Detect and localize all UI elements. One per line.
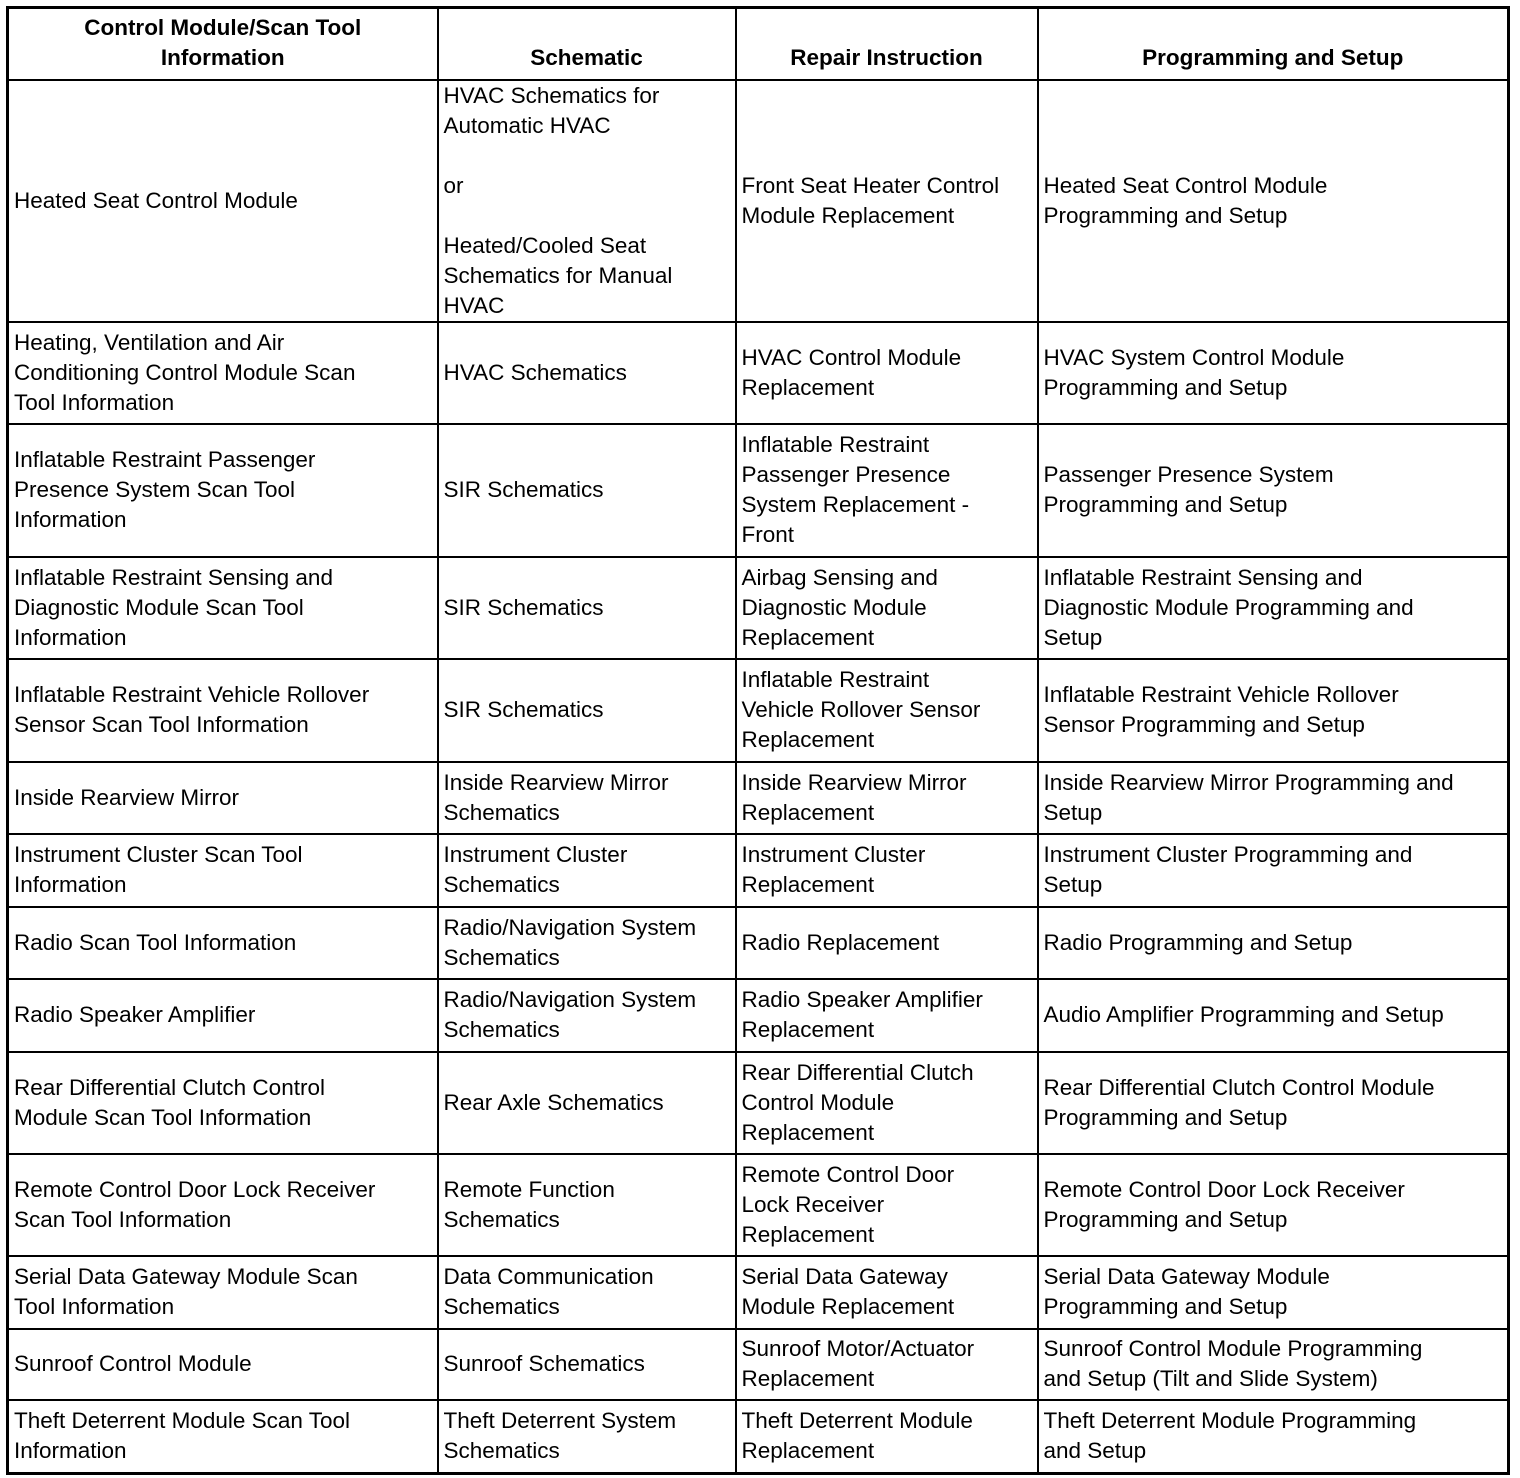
table-row — [8, 424, 1509, 557]
schematic-cell: SIR Schematics — [438, 424, 736, 557]
repair-cell: Serial Data Gateway Module Replacement — [736, 1256, 1038, 1329]
programming-cell: Rear Differential Clutch Control Module Programming and Setup — [1038, 1052, 1509, 1154]
schematic-cell: SIR Schematics — [438, 557, 736, 659]
module-cell: Remote Control Door Lock Receiver Scan Tool Information — [8, 1154, 438, 1256]
repair-cell: Rear Differential Clutch Control Module Replacement — [736, 1052, 1038, 1154]
module-cell: Inflatable Restraint Vehicle Rollover Sensor Scan Tool Information — [8, 659, 438, 762]
repair-cell: Instrument Cluster Replacement — [736, 834, 1038, 907]
module-cell: Heating, Ventilation and Air Conditioning Control Module Scan Tool Information — [8, 322, 438, 424]
module-cell: Inside Rearview Mirror — [8, 762, 438, 834]
table-row — [8, 659, 1509, 762]
repair-cell: Inflatable Restraint Passenger Presence System Replacement - Front — [736, 424, 1038, 557]
programming-cell: Heated Seat Control Module Programming and Setup — [1038, 80, 1509, 322]
header-repair-instruction: Repair Instruction — [736, 8, 1038, 80]
module-cell: Inflatable Restraint Sensing and Diagnostic Module Scan Tool Information — [8, 557, 438, 659]
programming-cell: Inside Rearview Mirror Programming and Setup — [1038, 762, 1509, 834]
schematic-cell: Rear Axle Schematics — [438, 1052, 736, 1154]
table-row — [8, 322, 1509, 424]
module-cell: Heated Seat Control Module — [8, 80, 438, 322]
programming-cell: Sunroof Control Module Programming and Setup (Tilt and Slide System) — [1038, 1329, 1509, 1400]
module-cell: Theft Deterrent Module Scan Tool Information — [8, 1400, 438, 1474]
programming-cell: Theft Deterrent Module Programming and Setup — [1038, 1400, 1509, 1474]
table-row — [8, 762, 1509, 834]
programming-cell: Inflatable Restraint Vehicle Rollover Sensor Programming and Setup — [1038, 659, 1509, 762]
schematic-cell: Radio/Navigation System Schematics — [438, 979, 736, 1052]
schematic-cell: Radio/Navigation System Schematics — [438, 907, 736, 979]
header-schematic: Schematic — [438, 8, 736, 80]
module-info-table — [6, 6, 1510, 1475]
table-row — [8, 80, 1509, 322]
table-row — [8, 1400, 1509, 1474]
schematic-cell: Theft Deterrent System Schematics — [438, 1400, 736, 1474]
header-row — [8, 8, 1509, 80]
programming-cell: Remote Control Door Lock Receiver Programming and Setup — [1038, 1154, 1509, 1256]
programming-cell: Radio Programming and Setup — [1038, 907, 1509, 979]
module-cell: Serial Data Gateway Module Scan Tool Information — [8, 1256, 438, 1329]
table-row — [8, 1329, 1509, 1400]
table-row — [8, 907, 1509, 979]
table-row — [8, 979, 1509, 1052]
programming-cell: Inflatable Restraint Sensing and Diagnostic Module Programming and Setup — [1038, 557, 1509, 659]
schematic-cell: Inside Rearview Mirror Schematics — [438, 762, 736, 834]
repair-cell: Theft Deterrent Module Replacement — [736, 1400, 1038, 1474]
programming-cell: Instrument Cluster Programming and Setup — [1038, 834, 1509, 907]
repair-cell: Sunroof Motor/Actuator Replacement — [736, 1329, 1038, 1400]
schematic-cell: Instrument Cluster Schematics — [438, 834, 736, 907]
schematic-cell: HVAC Schematics — [438, 322, 736, 424]
module-cell: Radio Speaker Amplifier — [8, 979, 438, 1052]
schematic-cell: Data Communication Schematics — [438, 1256, 736, 1329]
repair-cell: Radio Replacement — [736, 907, 1038, 979]
repair-cell: Inside Rearview Mirror Replacement — [736, 762, 1038, 834]
table-row — [8, 1154, 1509, 1256]
repair-cell: Inflatable Restraint Vehicle Rollover Sensor Replacement — [736, 659, 1038, 762]
table-row — [8, 557, 1509, 659]
schematic-cell: Remote Function Schematics — [438, 1154, 736, 1256]
module-cell: Rear Differential Clutch Control Module Scan Tool Information — [8, 1052, 438, 1154]
schematic-cell: HVAC Schematics for Automatic HVAC or Heated/Cooled Seat Schematics for Manual HVAC — [438, 80, 736, 322]
repair-cell: HVAC Control Module Replacement — [736, 322, 1038, 424]
table-row — [8, 1256, 1509, 1329]
programming-cell: HVAC System Control Module Programming and Setup — [1038, 322, 1509, 424]
programming-cell: Serial Data Gateway Module Programming and Setup — [1038, 1256, 1509, 1329]
repair-cell: Remote Control Door Lock Receiver Replacement — [736, 1154, 1038, 1256]
module-cell: Radio Scan Tool Information — [8, 907, 438, 979]
programming-cell: Audio Amplifier Programming and Setup — [1038, 979, 1509, 1052]
module-cell: Instrument Cluster Scan Tool Information — [8, 834, 438, 907]
schematic-cell: Sunroof Schematics — [438, 1329, 736, 1400]
programming-cell: Passenger Presence System Programming and Setup — [1038, 424, 1509, 557]
repair-cell: Airbag Sensing and Diagnostic Module Replacement — [736, 557, 1038, 659]
header-programming-setup: Programming and Setup — [1038, 8, 1509, 80]
module-cell: Sunroof Control Module — [8, 1329, 438, 1400]
repair-cell: Radio Speaker Amplifier Replacement — [736, 979, 1038, 1052]
header-control-module: Control Module/Scan Tool Information — [8, 8, 438, 80]
module-cell: Inflatable Restraint Passenger Presence System Scan Tool Information — [8, 424, 438, 557]
repair-cell: Front Seat Heater Control Module Replacement — [736, 80, 1038, 322]
schematic-cell: SIR Schematics — [438, 659, 736, 762]
table-row — [8, 834, 1509, 907]
table-row — [8, 1052, 1509, 1154]
